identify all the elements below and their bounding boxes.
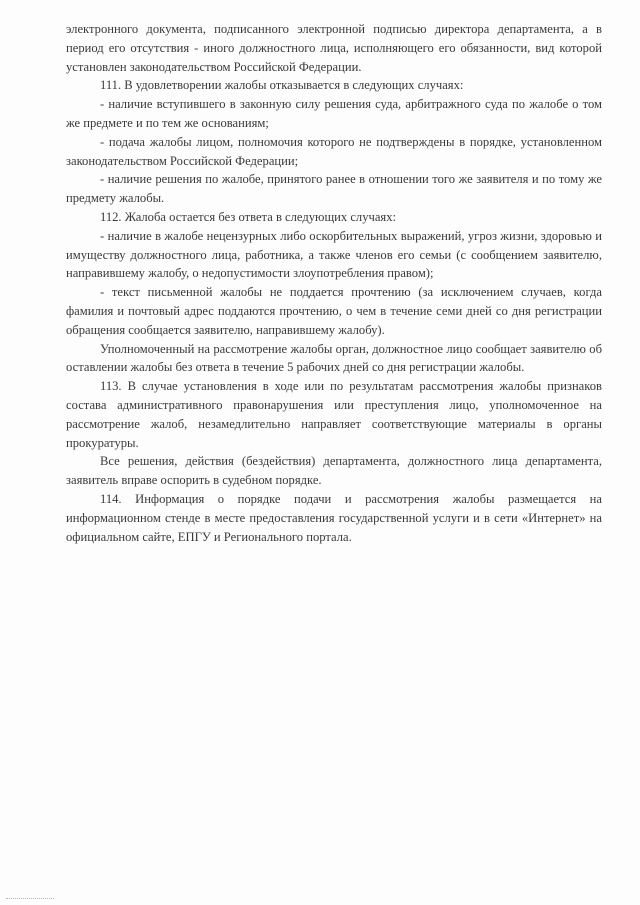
paragraph-112-item-1: - наличие в жалобе нецензурных либо оскорбительных выражений, угроз жизни, здоровью и имуществу должностного лица, работника, а также членов его семьи (с сообщением заявителю, направившему жалобу, о недопустимости злоупотребления правом); [66,228,602,281]
paragraph-112-item-2: - текст письменной жалобы не поддается прочтению (за исключением случаев, когда фамилия и почтовый адрес поддаются прочтению, о чем в течение семи дней со дня регистрации обращения сообщается заявителю, направившему жалобу). [66,285,602,337]
paragraph-111-heading: 111. В удовлетворении жалобы отказывается в следующих случаях: [100,78,464,93]
document-body [66,20,602,546]
paragraph-111-item-2: - подача жалобы лицом, полномочия которого не подтверждены в порядке, установленном законодательством Российской Федерации; [66,134,602,168]
paragraph-112-notice: Уполномоченный на рассмотрение жалобы орган, должностное лицо сообщает заявителю об оставлении жалобы без ответа в течение 5 рабочих дней со дня регистрации жалобы. [66,341,602,375]
paragraph-113: 113. В случае установления в ходе или по результатам рассмотрения жалобы признаков состава административного правонарушения или преступления лицо, уполномоченное на рассмотрение жалоб, незамедлительно направляет соответствующие материалы в органы прокуратуры. [66,379,602,450]
paragraph-114: 114. Информация о порядке подачи и рассмотрения жалобы размещается на информационном стенде в месте предоставления государственной услуги и в сети «Интернет» на официальном сайте, ЕПГУ и Регионального портала. [66,491,602,544]
paragraph-113-appeal: Все решения, действия (бездействия) департамента, должностного лица департамента, заявитель вправе оспорить в судебном порядке. [66,454,602,488]
paragraph-continuation: электронного документа, подписанного электронной подписью директора департамента, а в период его отсутствия - иного должностного лица, исполняющего его обязанности, вид которой установлен законодательством Российской Федерации. [66,22,602,74]
paragraph-112-heading: 112. Жалоба остается без ответа в следующих случаях: [100,209,397,224]
paragraph-111-item-1: - наличие вступившего в законную силу решения суда, арбитражного суда по жалобе о том же предмете и по тем же основаниям; [66,97,602,130]
paragraph-111-item-3: - наличие решения по жалобе, принятого ранее в отношении того же заявителя и по тому же предмету жалобы. [66,172,602,206]
scan-edge-mark [6,898,54,901]
